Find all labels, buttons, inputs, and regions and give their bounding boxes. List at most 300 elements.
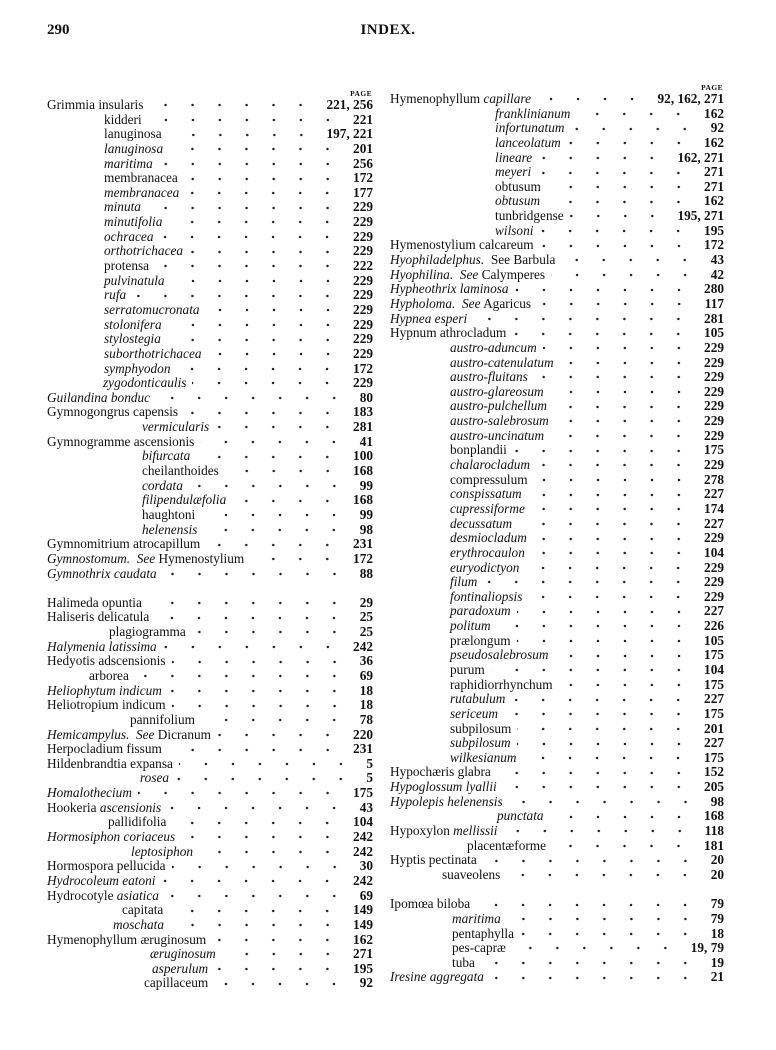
index-entry [390, 180, 724, 195]
entry-name [390, 282, 509, 297]
dot-leader [168, 686, 354, 696]
dot-leader [552, 841, 698, 851]
dot-leader [551, 270, 705, 280]
index-entry [390, 282, 724, 297]
index-entry [390, 224, 724, 239]
entry-name [47, 830, 175, 845]
page-reference: 18 [359, 682, 373, 698]
entry-name-roman: tuba [452, 954, 475, 970]
dot-leader [148, 115, 347, 125]
entry-name [450, 356, 554, 371]
dot-leader [155, 261, 347, 271]
page-reference: 271 [353, 946, 373, 962]
index-entry [390, 853, 724, 868]
entry-name-roman: kidderi [104, 111, 142, 127]
entry-name-roman: Hymenostylium calcareum [390, 237, 534, 253]
entry-name-italic: euryodictyon [450, 559, 520, 575]
index-entry [47, 640, 373, 655]
entry-name [47, 933, 206, 948]
entry-name-italic: rosea [140, 770, 170, 786]
section-gap [47, 581, 373, 596]
index-entry [390, 399, 724, 414]
dot-leader [528, 592, 698, 602]
dot-leader [560, 358, 698, 368]
index-entry [47, 347, 373, 362]
index-entry [390, 824, 724, 839]
dot-leader [553, 402, 698, 412]
entry-name [450, 414, 549, 429]
page-reference: 242 [353, 843, 373, 859]
entry-name-italic: Hypholoma. [390, 295, 456, 311]
entry-name [390, 765, 491, 780]
page-number: 290 [47, 22, 70, 38]
dot-leader [171, 276, 347, 286]
page-reference: 162 [353, 931, 373, 947]
index-entry [390, 707, 724, 722]
entry-name-italic: ochracea [104, 228, 154, 244]
entry-name [495, 136, 561, 151]
page-reference: 41 [359, 433, 373, 449]
index-entry [390, 604, 724, 619]
entry-name [104, 362, 170, 377]
entry-name [390, 853, 477, 868]
entry-name [140, 771, 169, 786]
index-entry [390, 897, 724, 912]
entry-name [47, 874, 155, 889]
index-entry [390, 722, 724, 737]
index-entry [390, 927, 724, 942]
entry-name [104, 274, 165, 289]
page-reference: 281 [704, 310, 724, 326]
entry-name [390, 253, 555, 268]
dot-leader [517, 724, 698, 734]
page-reference: 220 [353, 726, 373, 742]
index-entry [47, 186, 373, 201]
index-entry [390, 678, 724, 693]
dot-leader [507, 914, 705, 924]
page-reference: 25 [359, 624, 373, 640]
entry-name-roman: tunbridgense [495, 208, 564, 224]
entry-name [47, 435, 194, 450]
index-entry [47, 127, 373, 142]
entry-name [390, 970, 484, 985]
index-entry [390, 502, 724, 517]
entry-name-italic: wilkesianum [450, 749, 517, 765]
index-entry [47, 757, 373, 772]
index-entry [390, 517, 724, 532]
entry-name [104, 171, 178, 186]
index-entry [47, 815, 373, 830]
index-entry [390, 751, 724, 766]
index-entry [390, 692, 724, 707]
index-entry [47, 479, 373, 494]
dot-leader [509, 797, 705, 807]
entry-name-italic: capillare [483, 91, 531, 106]
index-entry [390, 385, 724, 400]
entry-name-italic: meyeri [495, 164, 532, 180]
index-entry [390, 121, 724, 136]
entry-name [104, 186, 179, 201]
entry-name-italic: paradoxum [450, 603, 511, 619]
page-reference: 195, 271 [677, 208, 724, 224]
entry-name-italic: lineare [495, 149, 533, 165]
dot-leader [217, 730, 347, 740]
index-entry [390, 809, 724, 824]
entry-name [495, 209, 564, 224]
index-column-left [47, 90, 373, 991]
dot-leader [506, 870, 704, 880]
entry-name [495, 107, 570, 122]
entry-name-italic: desmiocladum [450, 530, 527, 546]
dot-leader [222, 949, 347, 959]
page-reference: 229 [353, 199, 373, 215]
index-entry [47, 274, 373, 289]
page-reference: 104 [704, 544, 724, 560]
index-entry [390, 238, 724, 253]
entry-name [104, 113, 142, 128]
entry-name-roman: Agaricus [480, 295, 532, 311]
entry-name [109, 625, 186, 640]
index-entry [390, 561, 724, 576]
entry-name [47, 391, 150, 406]
entry-name-italic: austro-salebrosum [450, 413, 549, 429]
dot-leader [181, 832, 347, 842]
entry-name [47, 596, 142, 611]
dot-leader [199, 847, 347, 857]
index-entry [47, 508, 373, 523]
entry-name-roman: Hildenbrandtia expansa [47, 755, 173, 771]
index-entry [390, 209, 724, 224]
entry-name-italic: Homalothecium [47, 785, 132, 801]
page-reference: 256 [353, 155, 373, 171]
page-reference: 175 [353, 785, 373, 801]
page-reference: 242 [353, 872, 373, 888]
dot-leader [490, 973, 705, 983]
dot-leader [576, 109, 698, 119]
dot-leader [537, 168, 698, 178]
index-entry [47, 962, 373, 977]
dot-leader [497, 621, 698, 631]
dot-leader [208, 349, 348, 359]
index-entry [390, 429, 724, 444]
page-reference: 271 [704, 178, 724, 194]
entry-name [47, 728, 211, 743]
entry-name [142, 493, 226, 508]
index-entry [47, 215, 373, 230]
page-reference: 18 [359, 697, 373, 713]
page-reference: 43 [710, 252, 724, 268]
dot-leader [525, 563, 698, 573]
dot-leader [537, 94, 652, 104]
index-entry [47, 976, 373, 991]
entry-name [47, 610, 149, 625]
dot-leader [538, 153, 671, 163]
page-reference: 175 [704, 442, 724, 458]
entry-name [47, 654, 166, 669]
index-entry [47, 610, 373, 625]
entry-name [47, 640, 157, 655]
index-entry [47, 669, 373, 684]
dot-leader [212, 935, 347, 945]
index-entry [47, 244, 373, 259]
entry-name [495, 194, 540, 209]
entry-name [104, 127, 162, 142]
index-entry [390, 341, 724, 356]
entry-name-italic: Hormosiphon coriaceus [47, 829, 176, 845]
entry-name [495, 121, 564, 136]
entry-name-roman: pentaphylla [452, 925, 515, 941]
entry-name-roman: capitata [122, 902, 164, 918]
entry-name-italic: asperulum [152, 960, 209, 976]
entry-name [390, 824, 498, 839]
section-gap [390, 883, 724, 898]
entry-name-roman: compressulum [450, 471, 528, 487]
dot-leader [515, 285, 698, 295]
index-entry [390, 546, 724, 561]
page-column-label: PAGE [701, 83, 723, 92]
dot-leader [189, 247, 347, 257]
dot-leader [531, 548, 698, 558]
dot-leader [225, 466, 347, 476]
entry-name-italic: Gymnostomum. [47, 550, 131, 566]
entry-name-roman: Hymenostylium [155, 550, 245, 566]
entry-name-italic: cordata [142, 477, 183, 493]
entry-name-italic: minutifolia [104, 214, 163, 230]
entry-name-roman: prælongum [450, 632, 511, 648]
dot-leader [161, 876, 347, 886]
page-reference: 229 [353, 375, 373, 391]
index-entry [47, 903, 373, 918]
entry-name [142, 449, 190, 464]
index-entry [47, 303, 373, 318]
page-reference: 78 [359, 711, 373, 727]
dot-leader [168, 130, 321, 140]
entry-name-italic: symphyodon [104, 360, 171, 376]
page-reference: 69 [359, 887, 373, 903]
dot-leader [561, 255, 704, 265]
index-entry [47, 449, 373, 464]
dot-leader [547, 182, 698, 192]
entry-name-italic: maritima [452, 910, 501, 926]
entry-name-italic: cupressiforme [450, 500, 525, 516]
entry-name [47, 801, 161, 816]
dot-leader [534, 372, 698, 382]
entry-name [452, 956, 475, 971]
index-entry [390, 912, 724, 927]
index-entry [47, 918, 373, 933]
index-entry [390, 312, 724, 327]
index-entry [390, 487, 724, 502]
dot-leader [170, 920, 347, 930]
index-entry [47, 157, 373, 172]
page-reference: 229 [353, 316, 373, 332]
dot-leader [491, 665, 698, 675]
entry-name-italic: See [455, 295, 481, 311]
entry-name-roman: membranacea [104, 170, 178, 186]
index-entry [47, 230, 373, 245]
index-entry [390, 414, 724, 429]
entry-name-italic: austro-pulchellum [450, 398, 548, 414]
entry-name-italic: See [130, 550, 156, 566]
index-entry [390, 970, 724, 985]
entry-name-roman: Calymperes [478, 266, 546, 282]
dot-leader [517, 636, 698, 646]
dot-leader [159, 232, 347, 242]
page-reference: 105 [704, 632, 724, 648]
dot-leader [531, 504, 698, 514]
entry-name-italic: Hyophilina. [390, 266, 454, 282]
index-entry [47, 362, 373, 377]
dot-leader [200, 437, 353, 447]
entry-name [113, 918, 164, 933]
page-reference: 88 [359, 565, 373, 581]
page-reference: 19 [710, 954, 724, 970]
page-reference: 229 [704, 559, 724, 575]
page-reference: 18 [710, 925, 724, 941]
entry-name [450, 736, 511, 751]
entry-name [450, 604, 511, 619]
page-reference: 100 [353, 448, 373, 464]
page-reference: 98 [710, 793, 724, 809]
entry-name-italic: pulvinatula [104, 272, 165, 288]
page-reference: 229 [704, 530, 724, 546]
dot-leader [570, 211, 672, 221]
dot-leader [168, 217, 347, 227]
entry-name [47, 567, 157, 582]
entry-name-italic: austro-glareosum [450, 383, 544, 399]
entry-name-roman: Hymenophyllum [390, 91, 484, 106]
entry-name-roman: haughtoni [142, 506, 196, 522]
entry-name [450, 590, 522, 605]
dot-leader [512, 943, 685, 953]
entry-name-italic: stolonifera [104, 316, 162, 332]
entry-name [495, 151, 532, 166]
dot-leader [176, 364, 347, 374]
dot-leader [138, 788, 347, 798]
entry-name [104, 288, 126, 303]
entry-name [104, 259, 149, 274]
dot-leader [155, 613, 353, 623]
entry-name [47, 537, 200, 552]
dot-leader [511, 695, 698, 705]
dot-leader [537, 299, 699, 309]
page-reference: 195 [704, 222, 724, 238]
dot-leader [540, 241, 698, 251]
entry-name [122, 903, 163, 918]
index-column-right [390, 84, 724, 985]
page-reference: 229 [353, 243, 373, 259]
entry-name [390, 326, 506, 341]
index-entry [47, 552, 373, 567]
entry-name [450, 517, 512, 532]
entry-name [450, 707, 498, 722]
dot-leader [518, 519, 698, 529]
page-reference: 229 [704, 369, 724, 385]
index-entry [47, 376, 373, 391]
page-reference: 25 [359, 609, 373, 625]
index-entry [390, 92, 724, 107]
entry-name-italic: Hypnea esperi [390, 310, 468, 326]
dot-leader [184, 174, 347, 184]
entry-name-italic: Halymenia latissima [47, 638, 157, 654]
entry-name [108, 815, 166, 830]
entry-name [47, 698, 166, 713]
page-reference: 172 [353, 170, 373, 186]
entry-name-italic: maritima [104, 155, 153, 171]
index-entry [47, 845, 373, 860]
entry-name-italic: serratomucronata [104, 301, 200, 317]
entry-name-roman: subpilosum [450, 720, 512, 736]
entry-name [450, 692, 505, 707]
dot-leader [206, 305, 348, 315]
page-reference: 226 [704, 618, 724, 634]
index-entry [390, 136, 724, 151]
entry-name [104, 318, 162, 333]
entry-name-roman: arborea [89, 667, 129, 683]
entry-name [47, 98, 143, 113]
page-reference: 229 [353, 214, 373, 230]
index-entry [47, 288, 373, 303]
entry-name-roman: Heliotropium indicum [47, 697, 166, 713]
index-entry [390, 634, 724, 649]
entry-name-italic: subpilosum [450, 735, 511, 751]
entry-name [104, 347, 202, 362]
page-reference: 227 [704, 515, 724, 531]
dot-leader [512, 329, 698, 339]
entry-name-roman: protensa [104, 258, 150, 274]
page-reference: 227 [704, 735, 724, 751]
page-reference: 205 [704, 779, 724, 795]
dot-leader [172, 701, 354, 711]
dot-leader [201, 510, 354, 520]
index-entry [390, 765, 724, 780]
page-reference: 175 [704, 647, 724, 663]
index-entry [47, 728, 373, 743]
entry-name [390, 238, 534, 253]
entry-name-roman: Hypochæris glabra [390, 764, 491, 780]
entry-name-roman: capillaceum [144, 975, 209, 991]
entry-name [104, 230, 153, 245]
dot-leader [175, 774, 360, 784]
entry-name [47, 757, 173, 772]
entry-name [452, 941, 506, 956]
index-entry [390, 663, 724, 678]
entry-name-roman: raphidiorrhynchum [450, 676, 553, 692]
entry-name [450, 487, 522, 502]
index-entry [390, 326, 724, 341]
dot-leader [232, 496, 347, 506]
index-entry [47, 830, 373, 845]
page-reference: 229 [704, 339, 724, 355]
entry-name [450, 663, 485, 678]
dot-leader [214, 964, 347, 974]
entry-name [450, 473, 528, 488]
page-reference: 152 [704, 764, 724, 780]
page-reference: 175 [704, 749, 724, 765]
entry-name [450, 458, 530, 473]
entry-name [450, 429, 544, 444]
entry-name [144, 976, 208, 991]
dot-leader [201, 715, 354, 725]
entry-name-italic: austro-catenulatum [450, 354, 554, 370]
entry-name [390, 312, 467, 327]
index-entry [47, 684, 373, 699]
page-reference: 227 [704, 691, 724, 707]
entry-name [142, 508, 195, 523]
page-reference: 222 [353, 258, 373, 274]
entry-name-italic: fontinaliopsis [450, 588, 523, 604]
page-reference: 201 [353, 140, 373, 156]
